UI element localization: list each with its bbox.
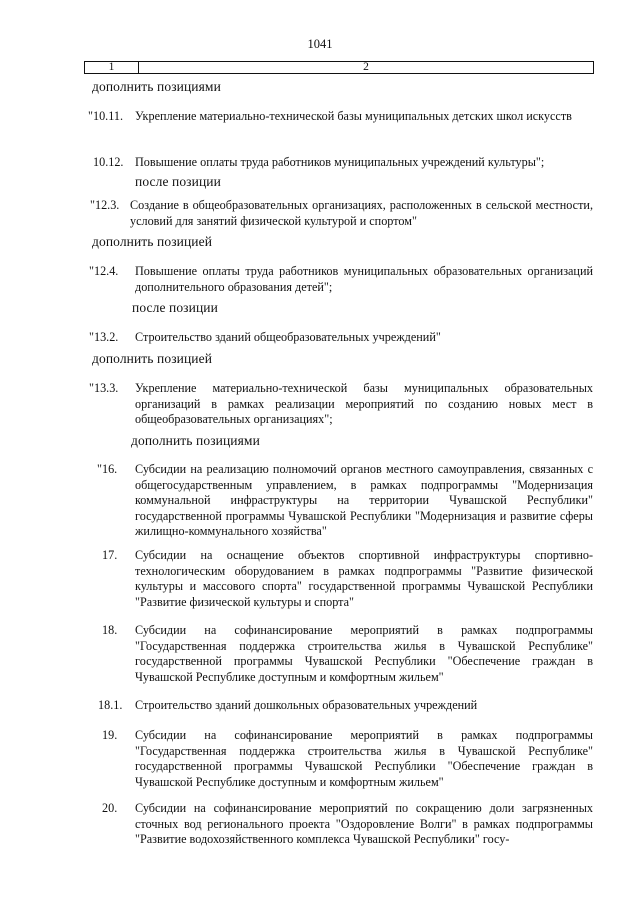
item-number: 18. [102,623,118,637]
item-text: Повышение оплаты труда работников муниципальных образовательных организаций дополнительного образования детей"; [135,264,593,294]
item-text: Субсидии на софинансирование мероприятий по сокращению доли загрязненных сточных вод регионального проекта "Оздоровление Волги" в рамках подпрограммы "Развитие водохозяйственного комплекса Чувашской Республики" госу- [135,801,593,847]
header-col-1: 1 [85,62,139,73]
instruction: дополнить позицией [92,351,213,366]
item-text: Субсидии на оснащение объектов спортивной инфраструктуры спортивно-технологическим оборудованием в рамках подпрограммы "Развитие физической культуры и массового спорта" государственной программы Чувашской Республики "Развитие физической культуры и спорта" [135,548,593,609]
item-number: 20. [102,801,118,815]
item-text: Укрепление материально-технической базы муниципальных образовательных организаций в рамках реализации мероприятий по созданию новых мест в общеобразовательных организациях"; [135,381,593,427]
instruction: после позиции [135,174,221,189]
item-text: Повышение оплаты труда работников муниципальных учреждений культуры"; [135,155,545,169]
instruction: дополнить позициями [131,433,260,448]
instruction: после позиции [132,300,218,315]
item-number: "13.3. [89,381,119,395]
item-text: Субсидии на софинансирование мероприятий в рамках подпрограммы "Государственная поддержка строительства жилья в Чувашской Республике" государственной программы Чувашской Республики "Обеспечение граждан в Чувашской Республике доступным и комфортным жильем" [135,728,593,789]
item-number: "10.11. [88,109,123,123]
item-text: Укрепление материально-технической базы муниципальных детских школ искусств [135,109,572,123]
header-table [84,61,594,74]
item-number: 19. [102,728,118,742]
item-number: 17. [102,548,118,562]
item-text: Субсидии на реализацию полномочий органов местного самоуправления, связанных с общегосударственным управлением, в рамках подпрограммы "Модернизация коммунальной инфраструктуры на территории Чувашской Республики" государственной программы Чувашской Республики "Модернизация и развитие сферы жилищно-коммунального хозяйства" [135,462,593,539]
item-number: "16. [97,462,118,476]
item-text: Строительство зданий дошкольных образовательных учреждений [135,698,478,712]
item-text: Создание в общеобразовательных организациях, расположенных в сельской местности, условий для занятий физической культурой и спортом" [130,198,593,228]
item-number: 18.1. [98,698,123,712]
header-col-2: 2 [363,61,369,73]
item-number: "12.3. [90,198,120,212]
page-number: 1041 [307,37,333,51]
item-text: Строительство зданий общеобразовательных учреждений" [135,330,441,344]
item-number: 10.12. [93,155,124,169]
item-number: "13.2. [89,330,119,344]
instruction: дополнить позицией [92,234,213,249]
instruction: дополнить позициями [92,79,221,94]
item-number: "12.4. [89,264,119,278]
item-text: Субсидии на софинансирование мероприятий в рамках подпрограммы "Государственная поддержка строительства жилья в Чувашской Республике" государственной программы Чувашской Республики "Обеспечение граждан в Чувашской Республике доступным и комфортным жильем" [135,623,593,684]
